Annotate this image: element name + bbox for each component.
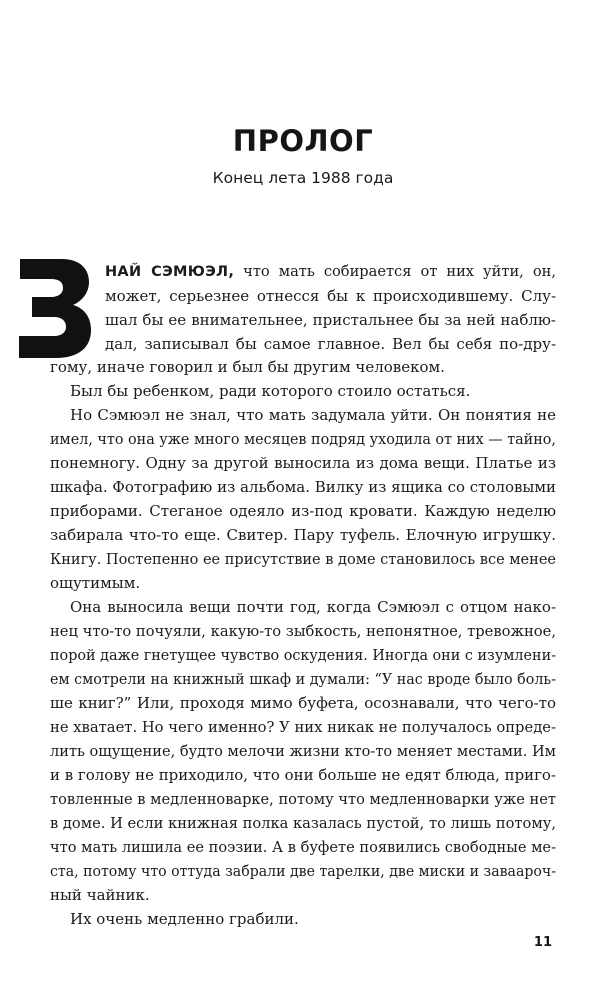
drop-cap-glyph	[18, 255, 92, 360]
body-line-5: гому, иначе говорил и был бы другим человеком.	[50, 358, 445, 376]
body-line-9: понемногу. Одну за другой выносила из дома вещи. Платье из	[50, 454, 557, 472]
body-line-text: что мать собирается от них уйти, он,	[234, 263, 556, 280]
body-line-2: может, серьезнее отнесся бы к происходившему. Слу-	[105, 287, 557, 305]
drop-cap-letter	[18, 255, 92, 360]
body-line-12: забирала что-то еще. Свитер. Пару туфель. Елочную игрушку.	[50, 526, 557, 544]
chapter-subtitle: Конец лета 1988 года	[212, 169, 394, 187]
body-line-4: дал, записывал бы самое главное. Вел бы себя по-дру-	[105, 335, 557, 353]
body-line-28: Их очень медленно грабили.	[70, 910, 299, 928]
page-number: 11	[533, 935, 552, 950]
body-line-26: ста, потому что оттуда забрали две тарелки, две миски и заваароч-	[50, 862, 556, 880]
body-line-21: лить ощущение, будто мелочи жизни кто-то меняет местами. Им	[50, 742, 556, 760]
body-line-18: ем смотрели на книжный шкаф и думали: “У нас вроде было боль-	[50, 670, 557, 688]
body-line-14: ощутимым.	[50, 574, 141, 592]
body-line-27: ный чайник.	[50, 886, 150, 904]
body-line-15: Она выносила вещи почти год, когда Сэмюэл с отцом нако-	[70, 598, 557, 616]
body-line-11: приборами. Стеганое одеяло из-под кровати. Каждую неделю	[50, 502, 557, 520]
body-line-20: не хватает. Но чего именно? У них никак не получалось опреде-	[50, 718, 557, 736]
body-line-22: и в голову не приходило, что они больше не едят блюда, приго-	[50, 766, 556, 784]
chapter-title: ПРОЛОГ	[232, 124, 374, 158]
body-line-24: в доме. И если книжная полка казалась пустой, то лишь потому,	[50, 814, 556, 832]
body-line-1	[105, 262, 556, 282]
body-line-19: ше книг?” Или, проходя мимо буфета, осознавали, что чего-то	[50, 694, 557, 712]
body-line-6: Был бы ребенком, ради которого стоило остаться.	[70, 382, 471, 400]
body-line-23: товленные в медленноварке, потому что медленноварки уже нет	[50, 790, 556, 808]
body-line-7: Но Сэмюэл не знал, что мать задумала уйти. Он понятия не	[70, 406, 557, 424]
body-line-8: имел, что она уже много месяцев подряд уходила от них — тайно,	[50, 430, 556, 448]
body-line-13: Книгу. Постепенно ее присутствие в доме становилось все менее	[50, 550, 556, 568]
lead-in-caps: НАЙ СЭМЮЭЛ,	[105, 264, 235, 280]
body-line-25: что мать лишила ее поэзии. А в буфете появились свободные ме-	[50, 838, 557, 856]
body-line-3: шал бы ее внимательнее, пристальнее бы за ней наблю-	[105, 311, 557, 329]
body-line-16: нец что-то почуяли, какую-то зыбкость, непонятное, тревожное,	[50, 622, 556, 640]
body-line-17: порой даже гнетущее чувство оскудения. Иногда они с изумлени-	[50, 646, 556, 664]
body-line-10: шкафа. Фотографию из альбома. Вилку из ящика со столовыми	[50, 478, 557, 496]
